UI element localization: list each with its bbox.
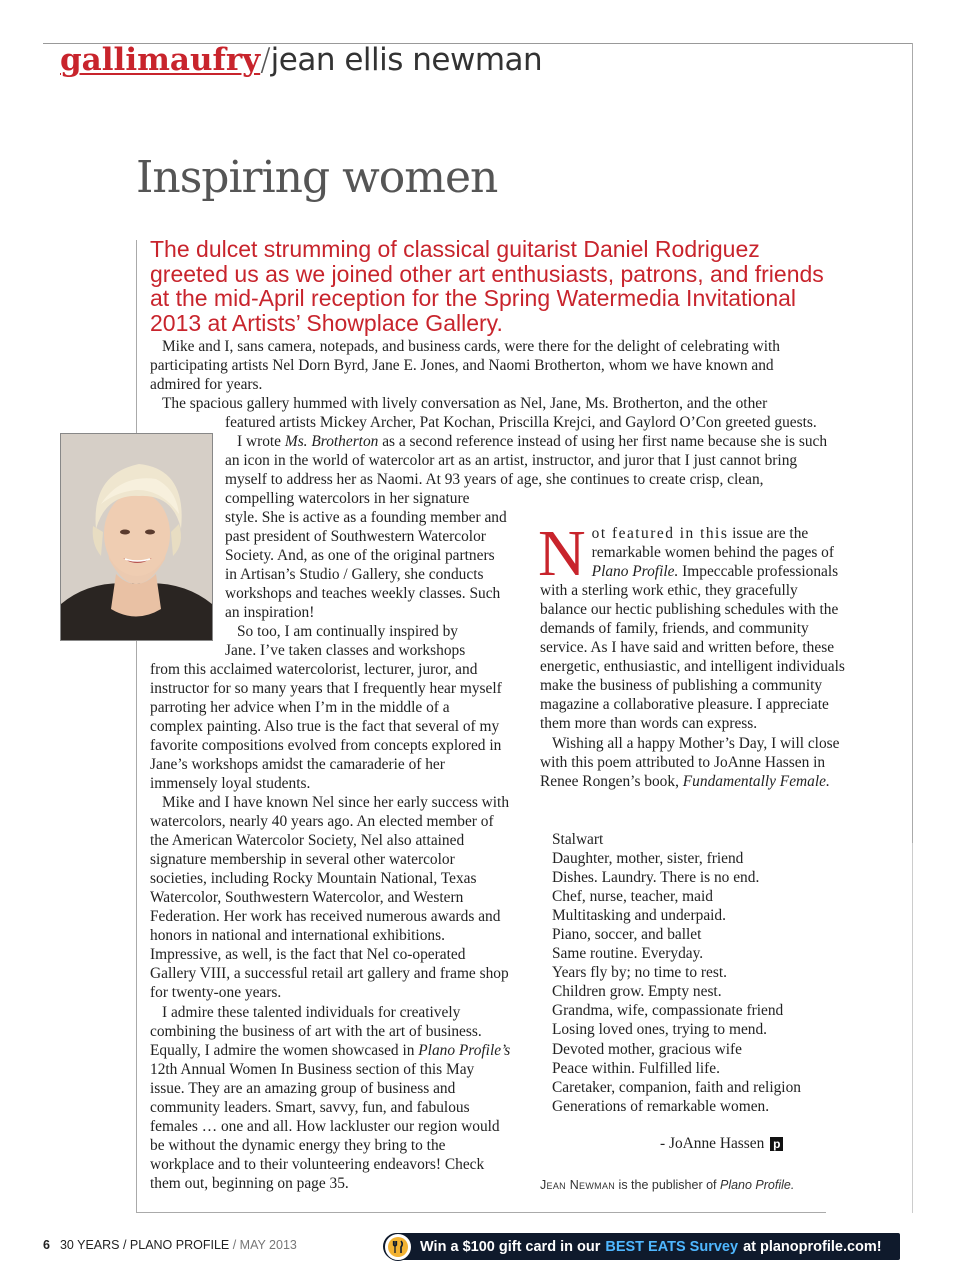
author-bio [540,1178,794,1192]
fork-knife-icon [384,1233,412,1261]
ad-text-end: at planoprofile.com! [743,1238,882,1255]
paragraph-3b: style. She is active as a founding member and past president of Southwestern Watercolor Society. And, as one of the original partners in Artisan’s Studio / Gallery, she conducts workshops and teaches weekly classes. Such an inspiration! [225,509,507,622]
paragraph-2b: featured artists Mickey Archer, Pat Kochan, Priscilla Krejci, and Gaylord O’Con greeted guests. [225,414,817,431]
frame-rule-right-lower [912,843,913,1213]
paragraph-1: Mike and I, sans camera, notepads, and business cards, were there for the delight of celebrating with participating artists Nel Dorn Byrd, Jane E. Jones, and Naomi Brotherton, whom we have known and admired for years. [150,338,780,394]
paragraph-3a-emphasis: Ms. Brotherton [284,433,379,450]
sidebar-emphasis: Plano Profile. [591,563,679,581]
sidebar-paragraph-1 [538,517,845,734]
poem-attribution [660,1135,783,1153]
portrait-illustration [61,434,212,640]
poem-line: Grandma, wife, compassionate friend [552,1002,784,1020]
poem-line: Stalwart [552,831,604,848]
paragraph-3a-text-end: as a second reference instead of using her first name because she is such an icon in the world of watercolor art as an artist, instructor, and juror that I just cannot bring myself to address her as Naomi. At 93 years of age, she continues to create crisp, clean, compelling watercolors in her signature [225,433,828,508]
header-slash: / [260,42,271,78]
footer-publication: 30 YEARS / PLANO PROFILE [59,1238,230,1252]
paragraph-5: Mike and I have known Nel since her early success with watercolors, nearly 40 years ago. An elected member of the American Watercolor Society, Nel also attained signature membership in several other watercolor societies, including Rocky Mountain National, Texas Watercolor, Southwestern Watercolor, and Western Federation. Her work has received numerous awards and honors in national and international exhibitions. Impressive, as well, is the fact that Nel co-operated Gallery VIII, a successful retail art gallery and frame shop for twenty-one years. [150,794,510,1002]
paragraph-6 [150,1003,512,1193]
sidebar-column [538,517,845,791]
page-footer [43,1238,297,1252]
poem-line: Piano, soccer, and ballet [552,926,702,944]
survey-ad-banner[interactable] [383,1233,900,1260]
bio-text: is the publisher of [615,1178,720,1192]
paragraph-3a-text: I wrote [237,433,285,450]
column-header [60,42,542,78]
paragraph-4b: from this acclaimed watercolorist, lecturer, juror, and instructor for so many years that I frequently hear myself parroting her advice when I’m in the middle of a complex painting. Also true is the fact that several of my favorite compositions evolved from concepts explored in Jane’s workshops amidst the camaraderie of her immensely loyal students. [150,661,502,793]
poem-line: Peace within. Fulfilled life. [552,1059,720,1077]
paragraph-6-text-end: 12th Annual Women In Business section of this May issue. They are an amazing group of business and community leaders. Smart, savvy, fun, and fabulous females … one and all. How lackluster our region would be without the dynamic energy they bring to the workplace and to their volunteering endeavors! Check them out, beginning on page 35. [150,1061,500,1193]
paragraph-4a: So too, I am continually inspired by Jane. I’ve taken classes and workshops [225,623,466,660]
column-brand: gallimaufry [60,42,261,78]
drop-cap: N [538,517,586,590]
ad-highlight: BEST EATS Survey [605,1238,739,1255]
frame-rule-bottom [136,1212,826,1213]
end-mark-icon: p [770,1137,783,1151]
sidebar-text-end: Impeccable professionals with a sterling work ethic, they gracefully balance our hectic publishing schedules with the demands of family, friends, and community service. As I have said and written before, these energetic, enthusiastic, and intelligent individuals make the business of publishing a community magazine a collaborative pleasure. I appreciate them more than words can express. [540,563,845,733]
sidebar-p2-text: Wishing all a happy Mother’s Day, I will close with this poem attributed to JoAnne Hassen in Renee Rongen’s book, [540,734,840,790]
sidebar-paragraph-2 [540,734,845,791]
attribution-text: - JoAnne Hassen [660,1135,765,1152]
sidebar-p2-emphasis: Fundamentally Female. [682,772,830,790]
frame-rule-right [912,43,913,843]
frame-rule-left [136,240,137,1212]
poem-line: Same routine. Everyday. [552,945,704,963]
fork-knife-graphic [387,1236,409,1258]
paragraph-6-emphasis: Plano Profile’s [418,1042,511,1060]
bio-emphasis: Plano Profile. [719,1178,795,1192]
poem-line: Caretaker, companion, faith and religion [552,1078,801,1096]
paragraph-2a: The spacious gallery hummed with lively conversation as Nel, Jane, Ms. Brotherton, and the other [162,395,768,412]
paragraph-6-text: I admire these talented individuals for creatively combining the business of art with the art of business. Equally, I admire the women showcased in [150,1004,482,1060]
poem-line: Daughter, mother, sister, friend [552,850,744,868]
sidebar-lead-in: ot featured in this [591,525,729,542]
page-number: 6 [43,1238,50,1252]
poem-line: Devoted mother, gracious wife [552,1040,742,1058]
poem-line: Generations of remarkable women. [552,1097,770,1115]
ad-text: Win a $100 gift card in our [420,1238,601,1255]
poem-line: Years fly by; no time to rest. [552,964,727,982]
column-author: jean ellis newman [270,42,543,78]
paragraph-3a [225,432,830,508]
poem-line: Dishes. Laundry. There is no end. [552,869,760,887]
poem [552,830,832,1116]
poem-line: Losing loved ones, trying to mend. [552,1021,768,1039]
poem-line: Chef, nurse, teacher, maid [552,888,713,906]
portrait-photo [60,433,213,641]
footer-date: / MAY 2013 [229,1238,297,1252]
poem-line: Children grow. Empty nest. [552,983,722,1001]
sidebar-text: issue are the remarkable women behind the pages of [591,525,834,562]
deck-intro: The dulcet strumming of classical guitarist Daniel Rodriguez greeted us as we joined other art enthusiasts, patrons, and friends at the mid-April reception for the Spring Watermedia Invitational 2013 at Artists’ Showplace Gallery. [150,236,824,336]
bio-name: Jean Newman [540,1178,616,1192]
page-title: Inspiring women [136,152,498,203]
poem-line: Multitasking and underpaid. [552,907,726,925]
